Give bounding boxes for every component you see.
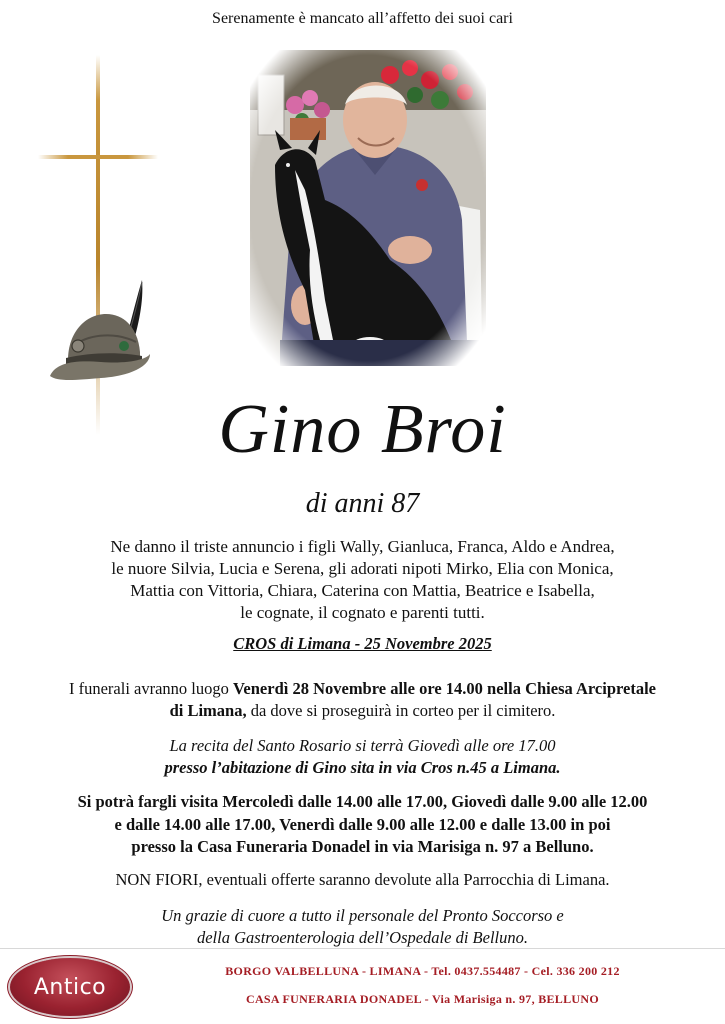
footer-divider — [0, 948, 725, 949]
intro-text: Serenamente è mancato all’affetto dei suoi cari — [212, 10, 513, 27]
deceased-age: di anni 87 — [305, 488, 420, 519]
funeral-text: I funerali avranno luogo — [68, 679, 234, 698]
thanks-note — [0, 905, 725, 949]
place-date: CROS di Limana - 25 Novembre 2025 — [233, 634, 492, 653]
funeral-info — [0, 678, 725, 722]
visit-line: presso la Casa Funeraria Donadel in via Marisiga n. 97 a Belluno. — [131, 837, 594, 856]
cross-arm — [38, 155, 158, 159]
thanks-line: Un grazie di cuore a tutto il personale del Pronto Soccorso e — [161, 906, 564, 925]
announcement-line: le cognate, il cognato e parenti tutti. — [240, 603, 485, 622]
visit-line: Si potrà fargli visita Mercoledì dalle 14.00 alle 17.00, Giovedì dalle 9.00 alle 12.00 — [77, 792, 648, 811]
flowers-note: NON FIORI, eventuali offerte saranno devolute alla Parrocchia di Limana. — [115, 870, 610, 889]
announcement-line: Ne danno il triste annuncio i figli Wally, Gianluca, Franca, Aldo e Andrea, — [110, 537, 615, 556]
rosary-line: presso l’abitazione di Gino sita in via Cros n.45 a Limana. — [164, 758, 561, 777]
footer-address-2: CASA FUNERARIA DONADEL - Via Marisiga n. 97, BELLUNO — [246, 992, 599, 1006]
footer-address-1: BORGO VALBELLUNA - LIMANA - Tel. 0437.554487 - Cel. 336 200 212 — [225, 964, 620, 978]
funeral-bold: Venerdì 28 Novembre alle ore 14.00 nella Chiesa Arcipretale — [233, 679, 657, 698]
funeral-bold: di Limana, — [169, 701, 247, 720]
announcement-line: Mattia con Vittoria, Chiara, Caterina con Mattia, Beatrice e Isabella, — [130, 581, 595, 600]
announcement-block — [0, 536, 725, 624]
place-date-line — [0, 634, 725, 654]
logo-text: Antico — [33, 974, 107, 1000]
rosary-line: La recita del Santo Rosario si terrà Giovedì alle ore 17.00 — [169, 736, 556, 755]
thanks-line: della Gastroenterologia dell’Ospedale di Belluno. — [196, 928, 528, 947]
alpine-hat-icon — [46, 272, 156, 397]
deceased-name: Gino Broi — [218, 391, 507, 468]
visit-info — [0, 791, 725, 859]
portrait-photo — [250, 50, 486, 366]
rosary-info — [0, 735, 725, 779]
visit-line: e dalle 14.00 alle 17.00, Venerdì dalle 9.00 alle 12.00 e dalle 13.00 in poi — [114, 814, 611, 834]
antico-logo — [10, 958, 130, 1016]
funeral-text: da dove si proseguirà in corteo per il cimitero. — [246, 701, 556, 720]
announcement-line: le nuore Silvia, Lucia e Serena, gli adorati nipoti Mirko, Elia con Monica, — [111, 559, 614, 578]
